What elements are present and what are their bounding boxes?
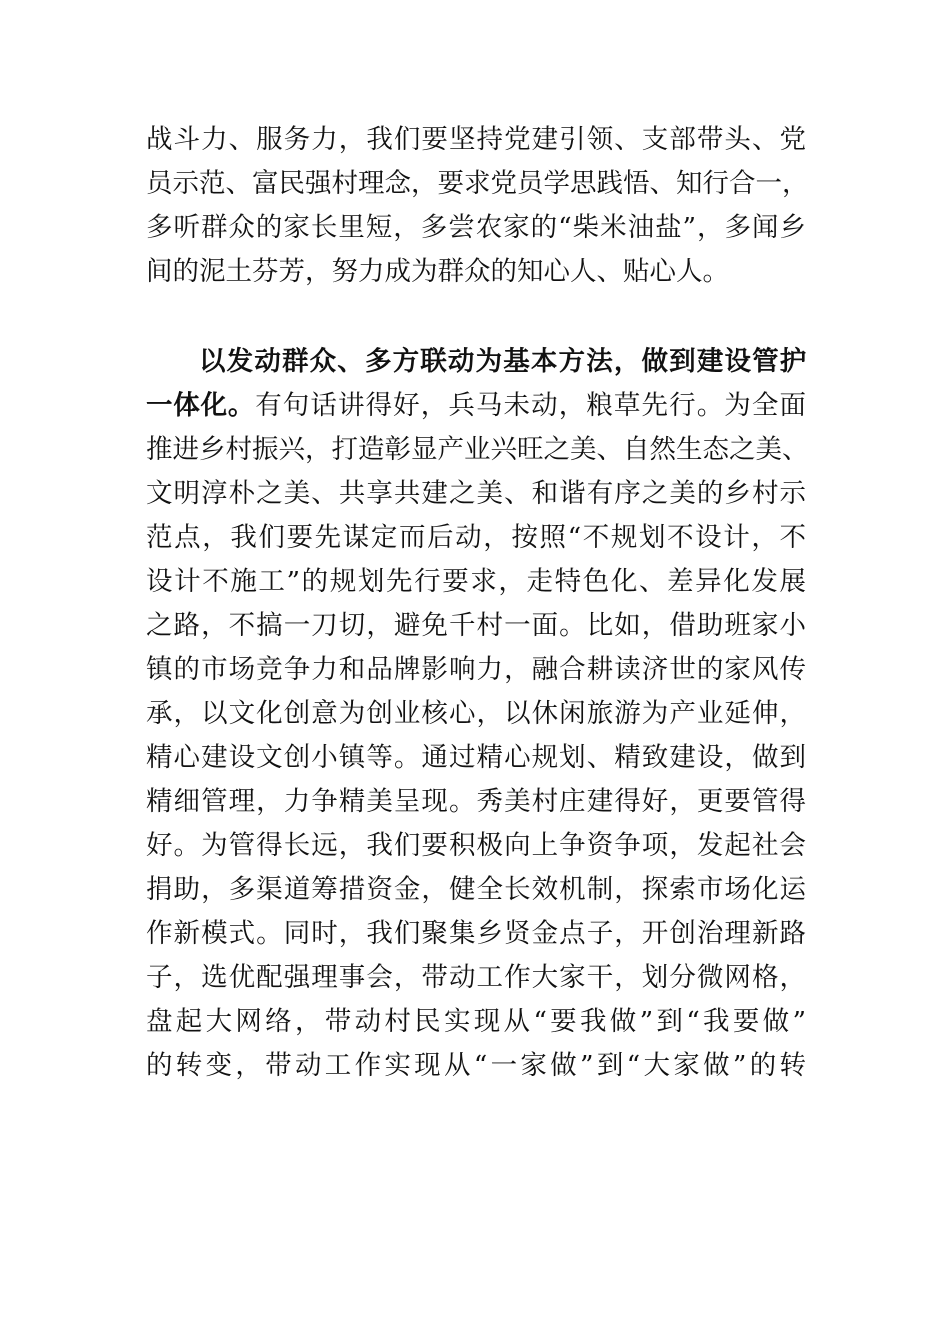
paragraph-2-line-13: 捐助，多渠道筹措资金，健全长效机制，探索市场化运	[146, 874, 806, 905]
paragraph-2-heading-line-1: 以发动群众、多方联动为基本方法，做到建设管护	[199, 346, 806, 377]
paragraph-1-line-1: 战斗力、服务力，我们要坚持党建引领、支部带头、党	[146, 124, 806, 155]
paragraph-2-heading-line-2: 一体化。	[146, 390, 256, 421]
paragraph-2-line-8: 镇的市场竞争力和品牌影响力，融合耕读济世的家风传	[146, 654, 806, 685]
paragraph-2-line-14: 作新模式。同时，我们聚集乡贤金点子，开创治理新路	[146, 918, 806, 949]
paragraph-2-line-10: 精心建设文创小镇等。通过精心规划、精致建设，做到	[146, 742, 806, 773]
paragraph-2-line-15: 子，选优配强理事会，带动工作大家干，划分微网格，	[146, 962, 806, 993]
paragraph-1-line-4: 间的泥土芬芳，努力成为群众的知心人、贴心人。	[146, 256, 729, 287]
paragraph-2-line-6: 设计不施工”的规划先行要求，走特色化、差异化发展	[146, 566, 806, 597]
paragraph-1-line-3: 多听群众的家长里短，多尝农家的“柴米油盐”，多闻乡	[146, 212, 806, 243]
paragraph-2-line-5: 范点，我们要先谋定而后动，按照“不规划不设计，不	[146, 522, 806, 553]
paragraph-2-line-4: 文明淳朴之美、共享共建之美、和谐有序之美的乡村示	[146, 478, 806, 509]
paragraph-2-line-11: 精细管理，力争精美呈现。秀美村庄建得好，更要管得	[146, 786, 806, 817]
paragraph-2-line-16: 盘起大网络，带动村民实现从“要我做”到“我要做”	[146, 1006, 806, 1037]
paragraph-2-line-9: 承，以文化创意为创业核心，以休闲旅游为产业延伸，	[146, 698, 806, 729]
paragraph-2-line-12: 好。为管得长远，我们要积极向上争资争项，发起社会	[146, 830, 806, 861]
paragraph-2-line-3: 推进乡村振兴，打造彰显产业兴旺之美、自然生态之美、	[146, 434, 809, 465]
paragraph-2-line-2	[146, 384, 806, 428]
paragraph-2-line-17: 的转变，带动工作实现从“一家做”到“大家做”的转	[146, 1050, 806, 1081]
paragraph-2-line-7: 之路，不搞一刀切，避免千村一面。比如，借助班家小	[146, 610, 806, 641]
paragraph-2-line-2-rest: 有句话讲得好，兵马未动，粮草先行。为全面	[255, 390, 806, 421]
paragraph-1-line-2: 员示范、富民强村理念，要求党员学思践悟、知行合一，	[146, 168, 809, 199]
